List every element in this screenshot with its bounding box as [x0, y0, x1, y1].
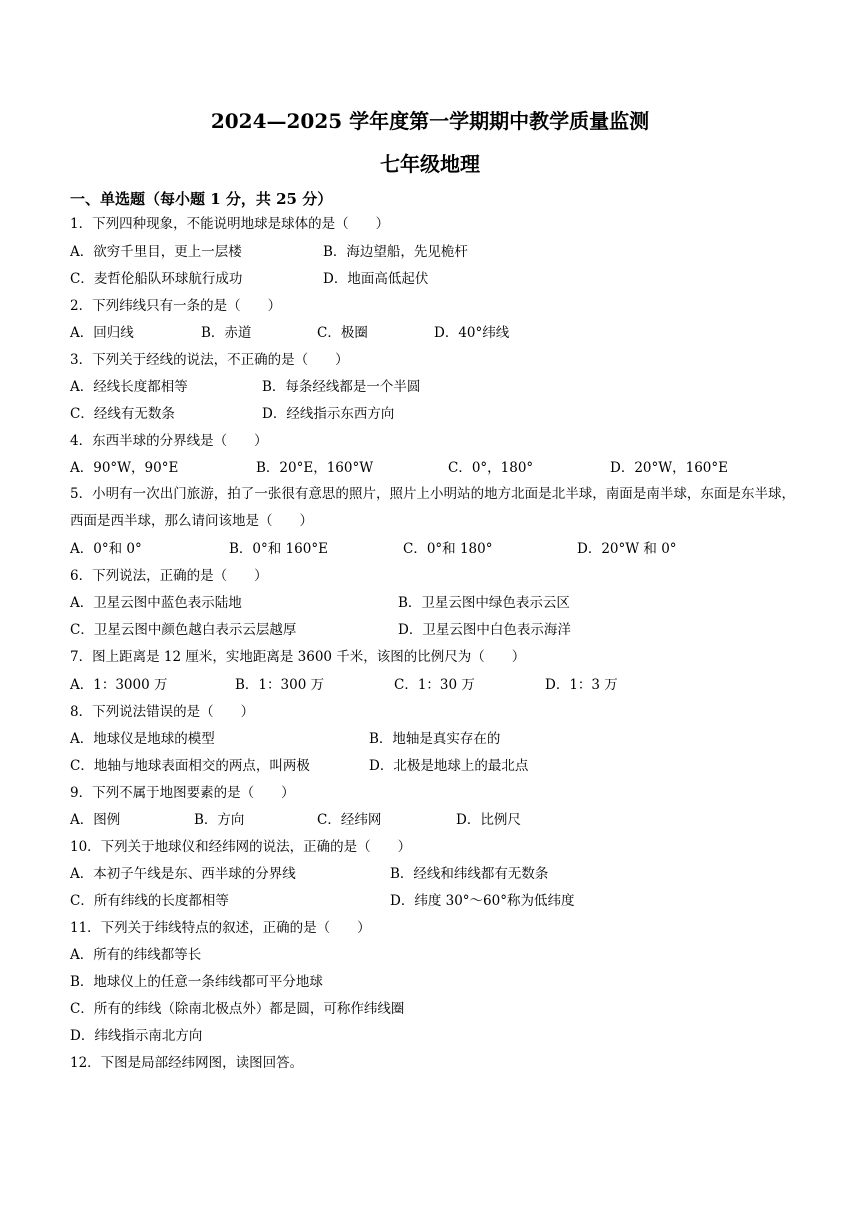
question-2-option-b: B．赤道 — [201, 325, 252, 341]
question-10-option-b: B．经线和纬线都有无数条 — [390, 866, 549, 882]
question-3-option-d: D．经线指示东西方向 — [262, 406, 395, 422]
question-7-option-b: B．1：300 万 — [235, 677, 325, 693]
question-11-option-a: A．所有的纬线都等长 — [70, 947, 202, 963]
question-5-option-a: A．0°和 0° — [70, 541, 142, 557]
question-6-option-d: D．卫星云图中白色表示海洋 — [398, 622, 571, 638]
question-9-option-c: C．经纬网 — [317, 812, 382, 828]
question-11-option-d: D．纬线指示南北方向 — [70, 1028, 203, 1044]
exam-title: 2024—2025 学年度第一学期期中教学质量监测 — [210, 109, 650, 133]
question-9-option-a: A．图例 — [70, 812, 121, 828]
question-3-stem: 3．下列关于经线的说法，不正确的是（ ） — [70, 352, 349, 368]
question-11-option-c: C．所有的纬线（除南北极点外）都是圆，可称作纬线圈 — [70, 1001, 405, 1017]
question-8-stem: 8．下列说法错误的是（ ） — [70, 704, 255, 720]
question-7-option-c: C．1：30 万 — [394, 677, 475, 693]
question-10-option-c: C．所有纬线的长度都相等 — [70, 893, 229, 909]
question-9-option-b: B．方向 — [194, 812, 245, 828]
question-11-option-b: B．地球仪上的任意一条纬线都可平分地球 — [70, 974, 323, 990]
question-5-option-b: B．0°和 160°E — [229, 541, 328, 557]
question-1-option-c: C．麦哲伦船队环球航行成功 — [70, 271, 243, 287]
question-7-stem: 7．图上距离是 12 厘米，实地距离是 3600 千米，该图的比例尺为（ ） — [70, 649, 526, 665]
section-heading: 一、单选题（每小题 1 分，共 25 分） — [70, 190, 333, 208]
question-10-option-d: D．纬度 30°～60°称为低纬度 — [390, 893, 575, 909]
question-6-option-c: C．卫星云图中颜色越白表示云层越厚 — [70, 622, 297, 638]
question-1-stem: 1．下列四种现象，不能说明地球是球体的是（ ） — [70, 216, 390, 232]
question-2-option-c: C．极圈 — [317, 325, 368, 341]
question-6-option-a: A．卫星云图中蓝色表示陆地 — [70, 595, 242, 611]
question-11-stem: 11．下列关于纬线特点的叙述，正确的是（ ） — [70, 920, 371, 936]
question-2-option-d: D．40°纬线 — [434, 325, 510, 341]
exam-subtitle: 七年级地理 — [380, 152, 480, 176]
question-1-option-a: A．欲穷千里目，更上一层楼 — [70, 244, 242, 260]
question-7-option-a: A．1：3000 万 — [70, 677, 168, 693]
question-8-option-a: A．地球仪是地球的模型 — [70, 731, 215, 747]
question-8-option-d: D．北极是地球上的最北点 — [369, 758, 529, 774]
question-9-option-d: D．比例尺 — [456, 812, 521, 828]
question-8-option-b: B．地轴是真实存在的 — [369, 731, 501, 747]
question-8-option-c: C．地轴与地球表面相交的两点，叫两极 — [70, 758, 310, 774]
question-7-option-d: D．1：3 万 — [545, 677, 618, 693]
question-5-stem: 5．小明有一次出门旅游，拍了一张很有意思的照片，照片上小明站的地方北面是北半球，南面是南半球，东面是东半球，西面是西半球，那么请问该地是（ ） — [70, 486, 795, 529]
question-2-stem: 2．下列纬线只有一条的是（ ） — [70, 298, 282, 314]
question-6-option-b: B．卫星云图中绿色表示云区 — [398, 595, 570, 611]
question-3-option-b: B．每条经线都是一个半圆 — [262, 379, 421, 395]
question-5-option-c: C．0°和 180° — [403, 541, 493, 557]
question-12-stem: 12．下图是局部经纬网图，读图回答。 — [70, 1055, 304, 1071]
question-4-option-c: C．0°，180° — [448, 460, 534, 476]
question-2-option-a: A．回归线 — [70, 325, 134, 341]
question-9-stem: 9．下列不属于地图要素的是（ ） — [70, 785, 295, 801]
question-5-option-d: D．20°W 和 0° — [577, 541, 677, 557]
question-4-option-b: B．20°E，160°W — [256, 460, 374, 476]
question-10-stem: 10．下列关于地球仪和经纬网的说法，正确的是（ ） — [70, 839, 412, 855]
question-1-option-b: B．海边望船，先见桅杆 — [323, 244, 468, 260]
question-4-option-d: D．20°W，160°E — [610, 460, 728, 476]
question-10-option-a: A．本初子午线是东、西半球的分界线 — [70, 866, 296, 882]
question-6-stem: 6．下列说法，正确的是（ ） — [70, 568, 268, 584]
question-3-option-a: A．经线长度都相等 — [70, 379, 188, 395]
question-4-option-a: A．90°W，90°E — [70, 460, 179, 476]
question-1-option-d: D．地面高低起伏 — [323, 271, 429, 287]
question-3-option-c: C．经线有无数条 — [70, 406, 175, 422]
question-4-stem: 4．东西半球的分界线是（ ） — [70, 433, 268, 449]
